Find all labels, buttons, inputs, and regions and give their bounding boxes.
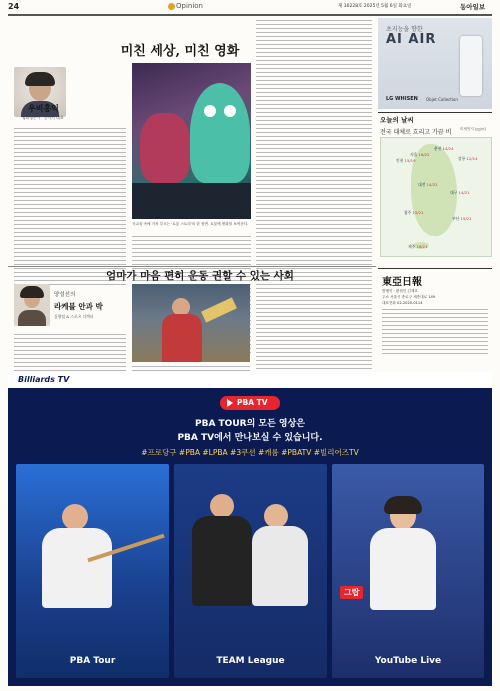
weather-city-name: 대구 xyxy=(450,190,459,195)
column1-title: 미친 세상, 미친 영화 xyxy=(120,44,240,59)
column2-title: 엄마가 마음 편히 운동 권할 수 있는 사회 xyxy=(106,270,294,282)
weather-city-temp: 15/21 xyxy=(460,216,472,221)
sports-photo xyxy=(132,284,250,362)
weather-city-name: 부산 xyxy=(452,216,461,221)
ad-product: AI AIR xyxy=(386,32,437,47)
weather-city xyxy=(408,245,428,250)
billiards-line1: PBA TOUR의 모든 영상은 xyxy=(194,419,305,429)
weather-city-name: 제주 xyxy=(408,244,417,249)
weather-box xyxy=(378,112,492,258)
weather-city-temp: 16/22 xyxy=(418,152,430,157)
weather-city xyxy=(396,159,416,164)
billiards-ad[interactable] xyxy=(8,372,492,686)
masthead-row-1: 발행인 · 편집인 김재호 xyxy=(382,289,418,293)
weather-city-name: 서울 xyxy=(410,152,419,157)
weather-city-temp: 14/24 xyxy=(442,146,454,151)
ad-tagline: 초지능을 향한 xyxy=(386,26,423,33)
weather-city xyxy=(418,183,438,188)
page-header xyxy=(0,0,500,14)
pba-tv-channel: PBA TV xyxy=(237,398,268,407)
masthead-details xyxy=(382,309,488,357)
weather-subtitle: 전국 대체로 흐리고 가끔 비 xyxy=(380,129,452,136)
weather-city-temp: 15/19 xyxy=(404,158,416,163)
pba-tv-logo xyxy=(220,396,280,410)
author2-role: 실행팀 & 스포츠 디렉터 xyxy=(54,314,94,319)
masthead-row-2: 주소 서울시 종로구 세종대로 149 xyxy=(382,295,436,299)
masthead-name: 東亞日報 xyxy=(382,277,422,288)
weather-city-temp: 14/21 xyxy=(458,190,470,195)
author2-pre: 양설선의 xyxy=(54,292,76,298)
ad-brand: LG WHISEN xyxy=(386,96,418,102)
column1-body-right xyxy=(256,20,372,300)
weather-city xyxy=(450,191,470,196)
weather-city-temp: 15/21 xyxy=(412,210,424,215)
masthead xyxy=(378,268,492,367)
tile-label: YouTube Live xyxy=(374,656,442,666)
issue-info: 제 30228호 2025년 5월 6일 화요일 xyxy=(338,4,412,9)
photo-caption: 사교육 속에 기차 부르는 '로봇 스토리'의 한 장면. 로봇에 변화를 보여준다. xyxy=(132,222,249,226)
author2-avatar xyxy=(14,284,50,326)
weather-city xyxy=(404,211,424,216)
weather-city xyxy=(452,217,472,222)
play-icon xyxy=(227,399,233,407)
billiards-logo: Billiards TV xyxy=(18,375,70,384)
billiards-hashtags: #프로당구 #PBA #LPBA #3쿠션 #캐롬 #PBATV #빌리어즈TV xyxy=(141,448,359,457)
masthead-row-3: 대표전화 02-2020-0114 xyxy=(382,301,423,305)
tile-label: PBA Tour xyxy=(69,656,116,666)
author2-name: 라케블 안과 박 xyxy=(54,302,103,311)
section-label: Opinion xyxy=(176,2,203,10)
ad-brand-sub: Objet Collection xyxy=(426,96,458,102)
weather-title: 오늘의 날씨 xyxy=(380,116,414,124)
author-role: 영화평론가 · 동아시 대표 xyxy=(22,115,64,120)
weather-city-name: 인천 xyxy=(396,158,405,163)
aircon-unit-image xyxy=(460,36,482,96)
billiards-line2: PBA TV에서 만나보실 수 있습니다. xyxy=(177,433,323,443)
lg-ad[interactable] xyxy=(378,18,492,109)
player-tag: 그랍 xyxy=(340,586,363,599)
page-number: 24 xyxy=(8,2,20,11)
weather-city-temp: 14/22 xyxy=(426,182,438,187)
paper-name: 동아일보 xyxy=(460,3,486,11)
weather-city-temp: 16/21 xyxy=(416,244,428,249)
section-circle-icon xyxy=(168,3,175,10)
author-name: 우비홍익 xyxy=(28,104,59,113)
weather-city-name: 대전 xyxy=(418,182,427,187)
tile-youtube-live[interactable] xyxy=(332,464,484,678)
column1-body-left xyxy=(14,128,126,288)
dust-label: 미세먼지 (㎍/㎥) xyxy=(460,127,487,131)
weather-city xyxy=(458,157,478,162)
weather-city-name: 춘천 xyxy=(434,146,443,151)
tile-team-league[interactable] xyxy=(174,464,327,678)
weather-city xyxy=(410,153,430,158)
weather-map xyxy=(380,137,492,257)
weather-city-name: 강릉 xyxy=(458,156,467,161)
weather-city-temp: 12/14 xyxy=(466,156,478,161)
weather-city-name: 광주 xyxy=(404,210,413,215)
tile-label: TEAM League xyxy=(216,656,285,666)
weather-city xyxy=(434,147,454,152)
movie-still-image xyxy=(132,63,251,219)
tile-pba-tour[interactable] xyxy=(16,464,169,678)
